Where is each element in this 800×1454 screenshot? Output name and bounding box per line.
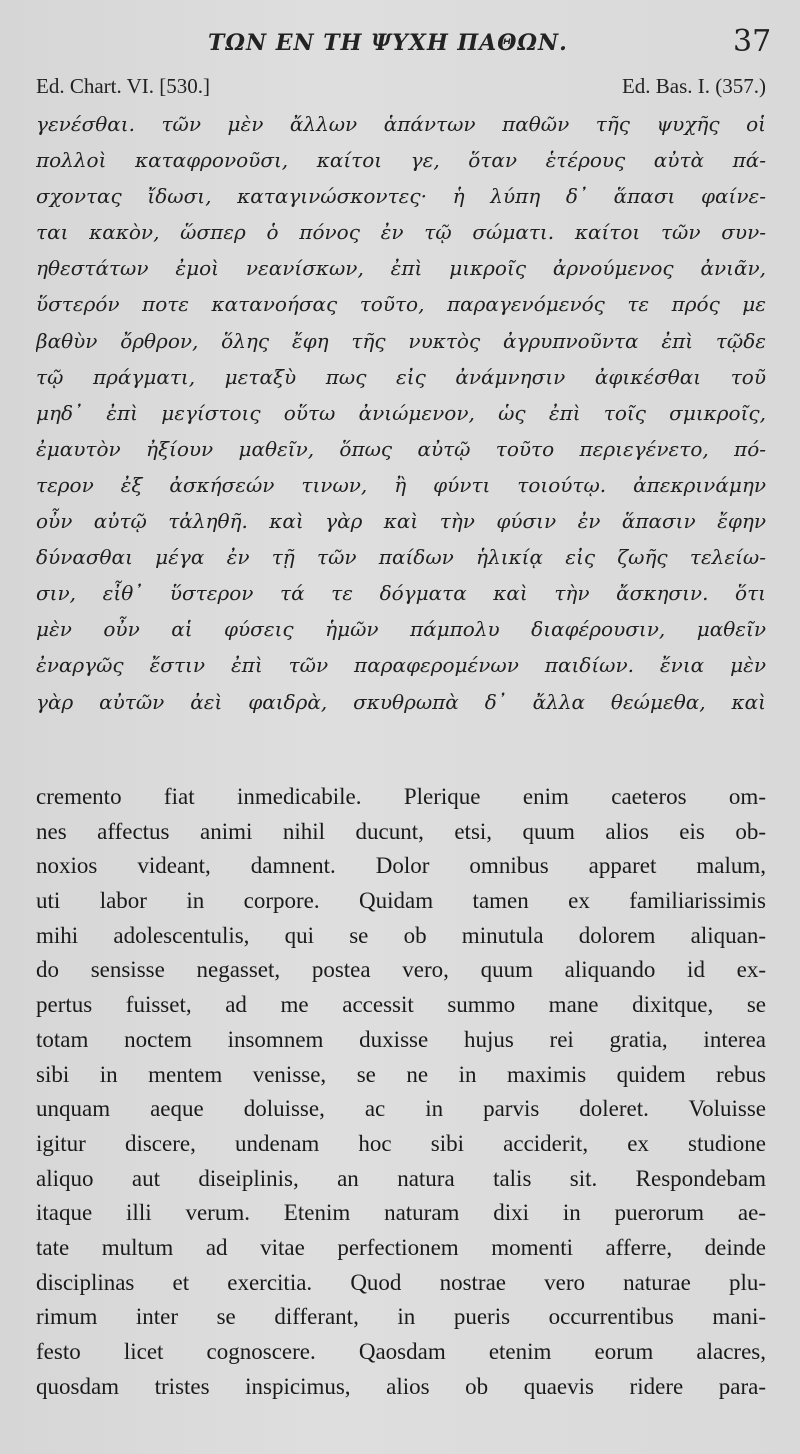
edition-chartier: Ed. Chart. VI. [530.]	[36, 74, 210, 98]
latin-line: do sensisse negasset, postea vero, quum aliquando id ex-	[36, 957, 766, 983]
latin-line: sibi in mentem venisse, se ne in maximis quidem rebus	[36, 1061, 766, 1087]
latin-line: unquam aeque doluisse, ac in parvis doleret. Voluisse	[36, 1096, 766, 1122]
running-title: ΤΩΝ ΕΝ ΤΗ ΨΥΧΗ ΠΑΘΩΝ.	[208, 30, 568, 56]
latin-line: pertus fuisset, ad me accessit summo mane dixitque, se	[36, 992, 766, 1018]
latin-text	[36, 780, 766, 1404]
greek-line: σιν, εἶθ᾽ ὕστερον τά τε δόγματα καὶ τὴν ἄσκησιν. ὅτι	[36, 581, 766, 606]
page-number: 37	[733, 24, 772, 59]
latin-line: totam noctem insomnem duxisse hujus rei gratia, interea	[36, 1026, 766, 1052]
greek-line: τερον ἐξ ἀσκήσεών τινων, ἢ φύντι τοιούτῳ. ἀπεκρινάμην	[36, 472, 766, 497]
greek-line: γενέσθαι. τῶν μὲν ἄλλων ἁπάντων παθῶν τῆς ψυχῆς οἱ	[36, 112, 766, 136]
greek-line: τῷ πράγματι, μεταξὺ πως εἰς ἀνάμνησιν ἀφικέσθαι τοῦ	[36, 364, 766, 389]
running-head	[0, 24, 800, 64]
latin-line: quosdam tristes inspicimus, alios ob quaevis ridere para-	[36, 1373, 766, 1399]
latin-line: uti labor in corpore. Quidam tamen ex familiarissimis	[36, 888, 766, 914]
greek-line: βαθὺν ὄρθρον, ὅλης ἔφη τῆς νυκτὸς ἀγρυπνοῦντα ἐπὶ τῷδε	[36, 328, 766, 353]
greek-line: ὕστερόν ποτε κατανοήσας τοῦτο, παραγενόμενός τε πρός με	[36, 292, 766, 317]
latin-line: mihi adolescentulis, qui se ob minutula dolorem aliquan-	[36, 922, 766, 948]
greek-line: πολλοὶ καταφρονοῦσι, καίτοι γε, ὅταν ἑτέρους αὐτὰ πά-	[36, 148, 766, 173]
latin-line: nes affectus animi nihil ducunt, etsi, quum alios eis ob-	[36, 818, 766, 844]
greek-line: δύνασθαι μέγα ἐν τῇ τῶν παίδων ἡλικίᾳ εἰς ζωῆς τελείω-	[36, 545, 766, 570]
greek-line: οὖν αὐτῷ τἀληθῆ. καὶ γὰρ καὶ τὴν φύσιν ἐν ἅπασιν ἔφην	[36, 509, 766, 534]
edition-references	[36, 74, 766, 104]
greek-line: ἐναργῶς ἔστιν ἐπὶ τῶν παραφερομένων παιδίων. ἔνια μὲν	[36, 653, 766, 678]
latin-line: noxios videant, damnent. Dolor omnibus apparet malum,	[36, 853, 766, 879]
latin-line: disciplinas et exercitia. Quod nostrae vero naturae plu-	[36, 1269, 766, 1295]
latin-line: cremento fiat inmedicabile. Plerique enim caeteros om-	[36, 784, 766, 809]
greek-line: γὰρ αὐτῶν ἀεὶ φαιδρὰ, σκυθρωπὰ δ᾽ ἄλλα θεώμεθα, καὶ	[36, 689, 766, 714]
latin-line: rimum inter se differant, in pueris occurrentibus mani-	[36, 1304, 766, 1330]
greek-text	[36, 106, 766, 720]
greek-line: σχοντας ἴδωσι, καταγινώσκοντες· ἡ λύπη δ᾽ ἅπασι φαίνε-	[36, 184, 766, 209]
greek-line: μηδ᾽ ἐπὶ μεγίστοις οὕτω ἀνιώμενον, ὡς ἐπὶ τοῖς σμικροῖς,	[36, 400, 766, 425]
greek-line: ἐμαυτὸν ἠξίουν μαθεῖν, ὅπως αὐτῷ τοῦτο περιεγένετο, πό-	[36, 436, 766, 461]
latin-line: tate multum ad vitae perfectionem momenti afferre, deinde	[36, 1234, 766, 1260]
latin-line: igitur discere, undenam hoc sibi acciderit, ex studione	[36, 1130, 766, 1156]
greek-line: ται κακὸν, ὥσπερ ὁ πόνος ἐν τῷ σώματι. καίτοι τῶν συν-	[36, 220, 766, 245]
latin-line: festo licet cognoscere. Qaosdam etenim eorum alacres,	[36, 1339, 766, 1364]
edition-basel: Ed. Bas. I. (357.)	[621, 74, 766, 98]
greek-line: ηθεστάτων ἐμοὶ νεανίσκων, ἐπὶ μικροῖς ἀρνούμενος ἀνιᾶν,	[36, 256, 766, 281]
latin-line: aliquo aut diseiplinis, an natura talis sit. Respondebam	[36, 1165, 766, 1191]
greek-line: μὲν οὖν αἱ φύσεις ἡμῶν πάμπολυ διαφέρουσιν, μαθεῖν	[36, 617, 766, 642]
latin-line: itaque illi verum. Etenim naturam dixi in puerorum ae-	[36, 1200, 766, 1226]
